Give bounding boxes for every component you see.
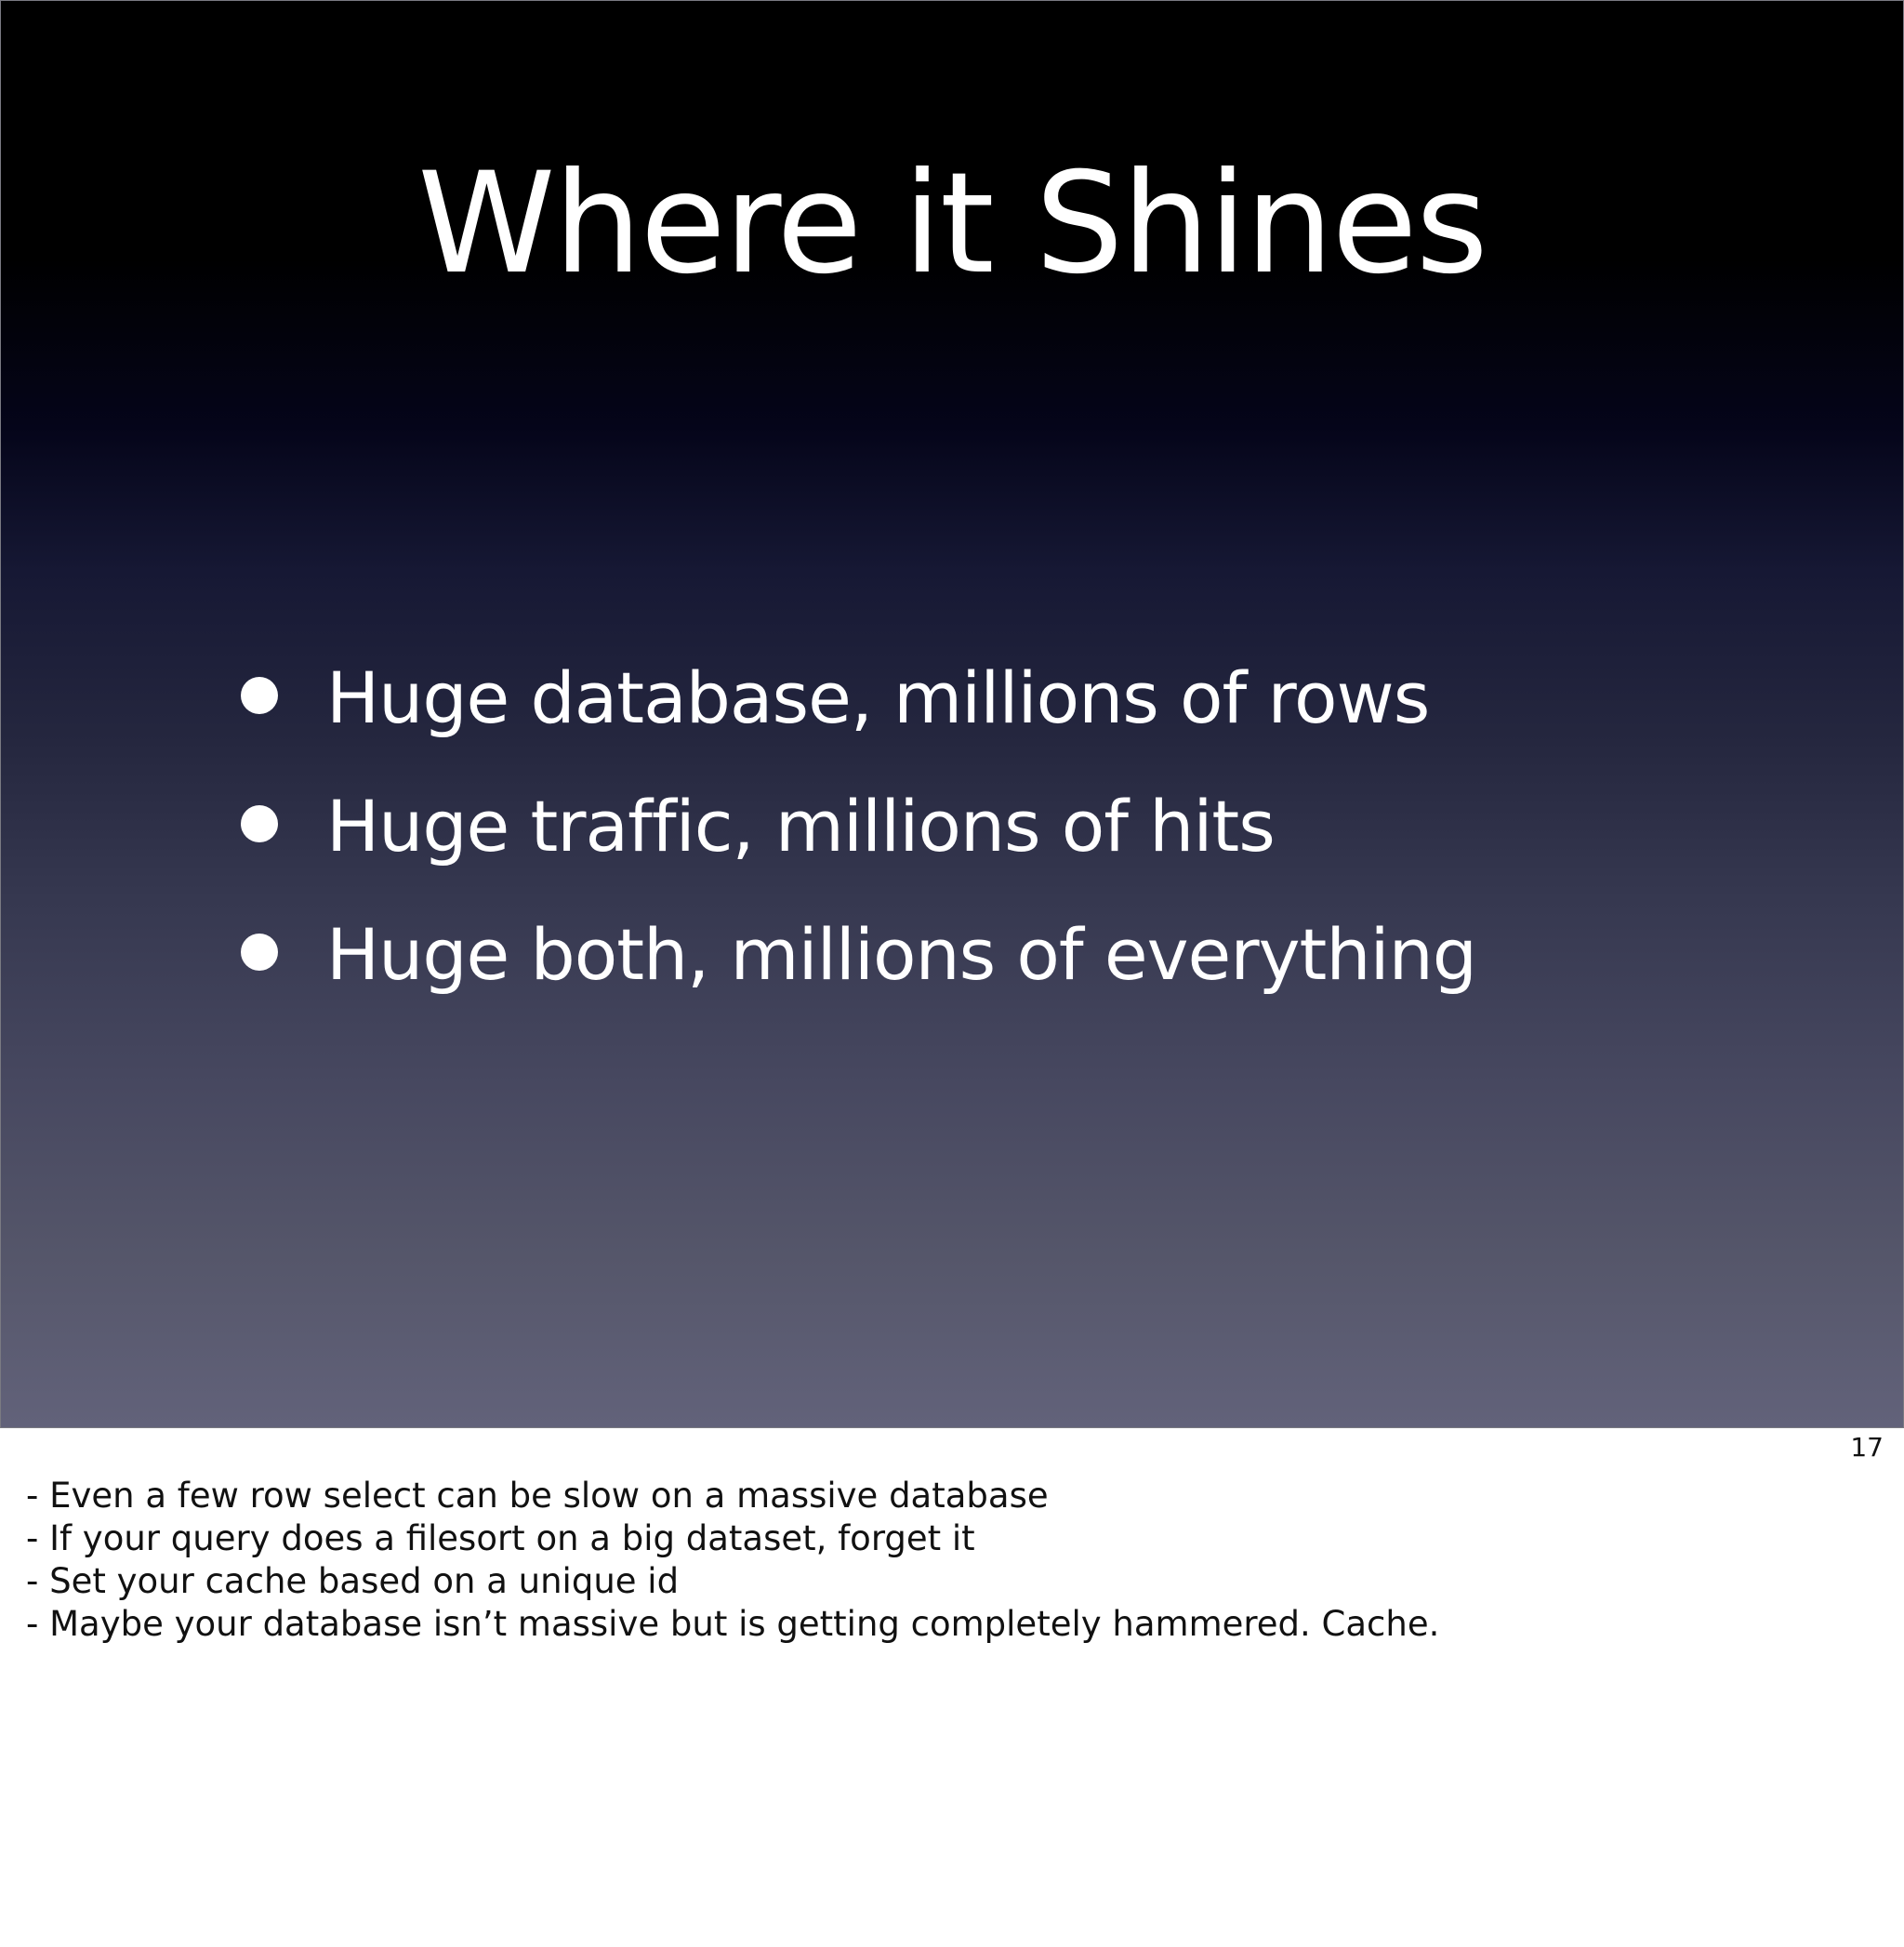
slide-title: Where it Shines bbox=[417, 143, 1487, 305]
bullet-text: Huge both, millions of everything bbox=[326, 913, 1477, 996]
note-line: - Maybe your database isn’t massive but is getting completely hammered. Cache. bbox=[26, 1604, 1440, 1644]
bullet-dot-icon bbox=[241, 805, 278, 842]
speaker-notes bbox=[26, 1475, 1439, 1646]
bullet-dot-icon bbox=[241, 677, 278, 714]
page-number: 17 bbox=[1850, 1432, 1884, 1463]
note-line: - Set your cache based on a unique id bbox=[26, 1561, 680, 1601]
bullet-text: Huge database, millions of rows bbox=[326, 656, 1430, 739]
bullet-text: Huge traffic, millions of hits bbox=[326, 785, 1275, 868]
bullet-dot-icon bbox=[241, 934, 278, 971]
note-line: - Even a few row select can be slow on a massive database bbox=[26, 1476, 1049, 1516]
note-line: - If your query does a filesort on a big dataset, forget it bbox=[26, 1518, 975, 1558]
